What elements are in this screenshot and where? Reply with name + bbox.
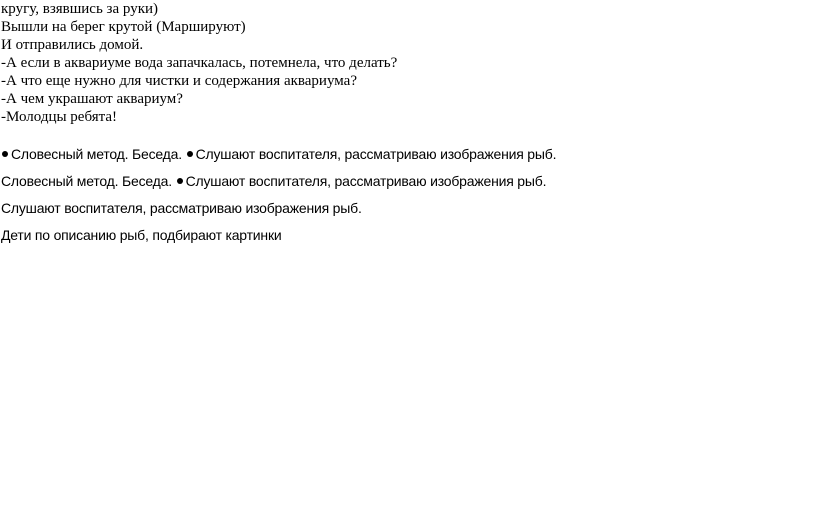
method-note-2 — [1, 172, 546, 190]
method-note-1-part2: Слушают воспитателя, рассматриваю изображения рыб. — [195, 146, 557, 162]
poem-line-3: И отправились домой. — [1, 37, 144, 53]
bullet-icon — [187, 151, 193, 157]
method-note-1-part1: Словесный метод. Беседа. — [11, 146, 182, 162]
method-note-2-part1: Словесный метод. Беседа. — [1, 173, 172, 189]
poem-line-2: Вышли на берег крутой (Маршируют) — [1, 19, 246, 35]
question-line-3: -А чем украшают аквариум? — [1, 91, 183, 107]
bullet-icon — [177, 178, 183, 184]
question-line-1: -А если в аквариуме вода запачкалась, потемнела, что делать? — [1, 55, 398, 71]
method-note-1 — [1, 145, 556, 163]
praise-line: -Молодцы ребята! — [1, 109, 118, 125]
method-note-2-part2: Слушают воспитателя, рассматриваю изображения рыб. — [185, 173, 547, 189]
method-note-3: Слушают воспитателя, рассматриваю изображения рыб. — [1, 200, 362, 216]
poem-line-1: кругу, взявшись за руки) — [1, 1, 159, 17]
bullet-icon — [2, 151, 8, 157]
question-line-2: -А что еще нужно для чистки и содержания аквариума? — [1, 73, 357, 89]
method-note-4: Дети по описанию рыб, подбирают картинки — [1, 227, 282, 243]
